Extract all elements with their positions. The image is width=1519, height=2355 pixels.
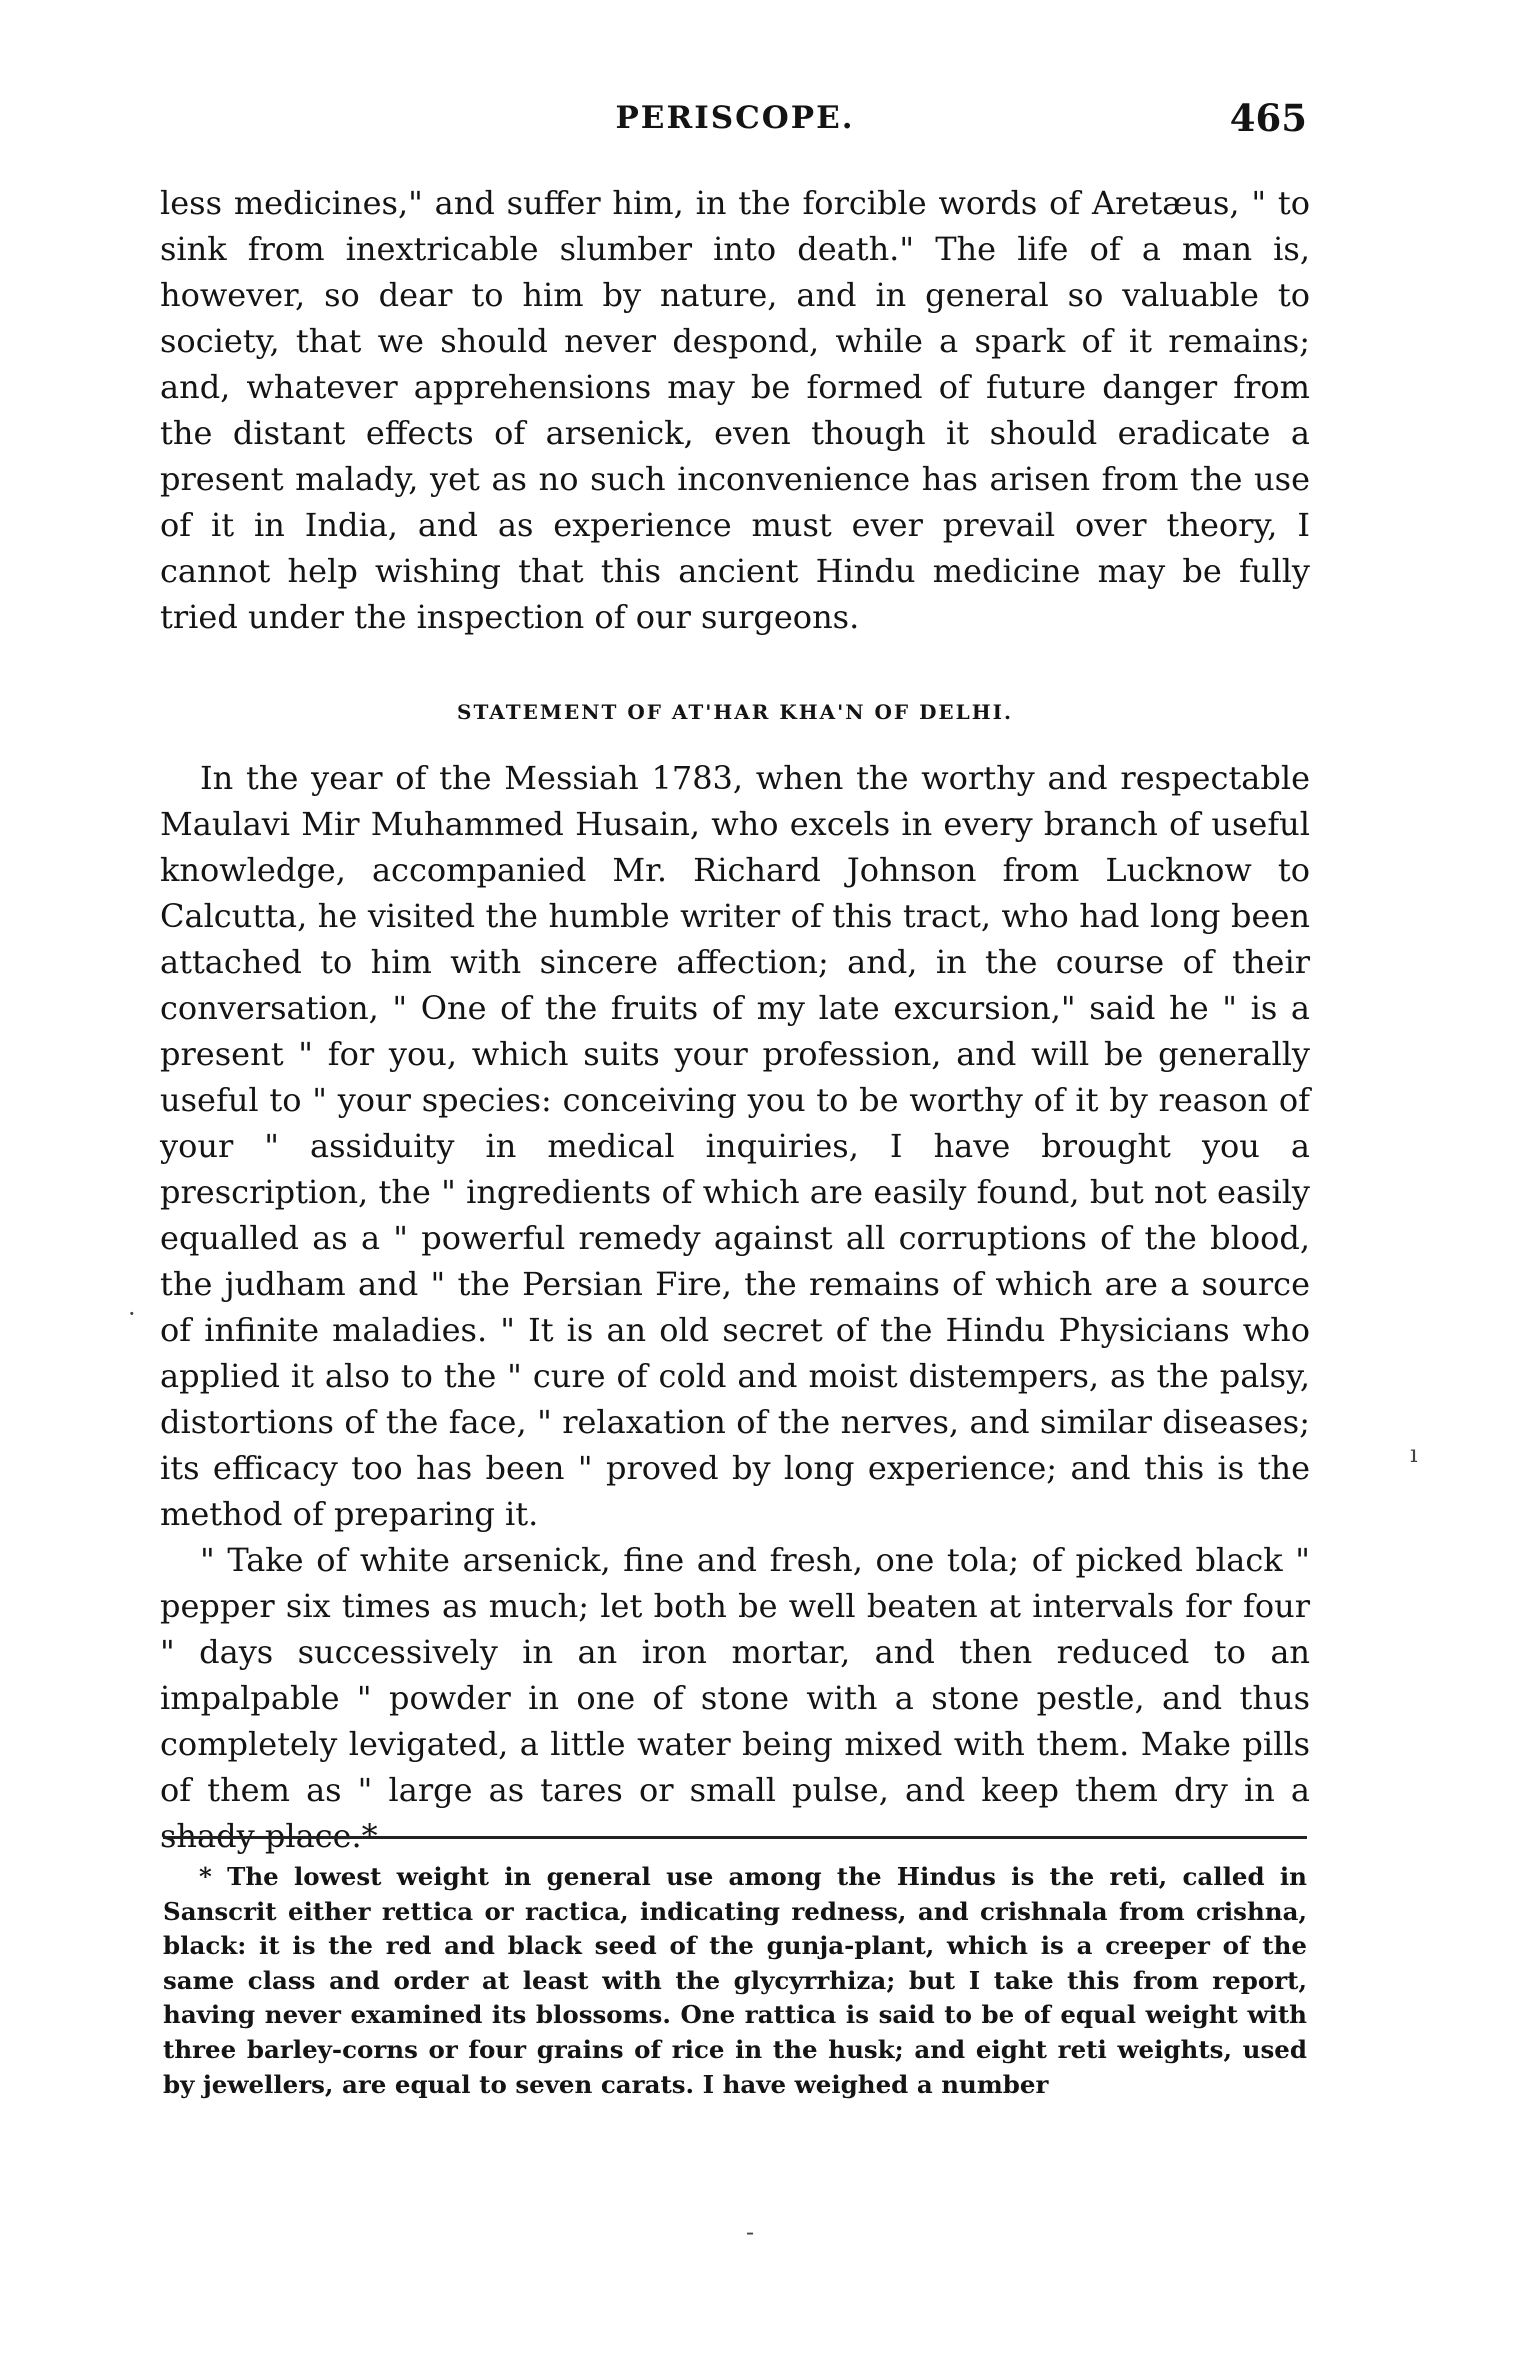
page-number: 465 bbox=[1229, 96, 1307, 140]
footnote: * The lowest weight in general use among the Hindus is the reti, called in Sanscrit either rettica or ractica, indicating redness, and crishnala from crishna, black: it is the red and black seed of the gunja-plant, which is a creeper of the same class and order at least with the glycyrrhiza; but I take this from report, having never examined its blossoms. One rattica is said to be of equal weight with three barley-corns or four grains of rice in the husk; and eight reti weights, used by jewellers, are equal to seven carats. I have weighed a number bbox=[163, 1862, 1307, 2099]
paragraph-2-text: In the year of the Messiah 1783, when the worthy and respectable Maulavi Mir Muhammed Husain, who excels in every branch of useful knowledge, accompanied Mr. Richard Johnson from Lucknow to Calcutta, he visited the humble writer of this tract, who had long been attached to him with sincere affection; and, in the course of their conversation, " One of the fruits of my late excursion," said he " is a present " for you, which suits your profession, and will be generally useful to " your species: conceiving you to be worthy of it by reason of your " assiduity in medical inquiries, I have brought you a prescription, the " ingredients of which are easily found, but not easily equalled as a " powerful remedy against all corruptions of the blood, the judham and " the Persian Fire, the remains of which are a source of infinite maladies. " It is an old secret of the Hindu Physicians who applied it also to the " cure of cold and moist distempers, as the palsy, distortions of the face, " relaxation of the nerves, and similar diseases; its efficacy too has been " proved by long experience; and this is the method of preparing it. bbox=[160, 759, 1310, 1533]
page-header bbox=[163, 96, 1307, 146]
section-title: STATEMENT OF AT'HAR KHA'N OF DELHI. bbox=[457, 700, 1013, 724]
footnote-rule bbox=[163, 1836, 1307, 1839]
paragraph-1-text: less medicines," and suffer him, in the forcible words of Aretæus, " to sink from inextricable slumber into death." The life of a man is, however, so dear to him by nature, and in general so valuable to society, that we should never despond, while a spark of it remains; and, whatever apprehensions may be formed of future danger from the distant effects of arsenick, even though it should eradicate a present malady, yet as no such inconvenience has arisen from the use of it in India, and as experience must ever prevail over theory, I cannot help wishing that this ancient Hindu medicine may be fully tried under the inspection of our surgeons. bbox=[160, 184, 1310, 636]
margin-dot-mark: · bbox=[128, 1300, 136, 1328]
statement-body bbox=[160, 755, 1310, 1859]
paragraph-1 bbox=[160, 180, 1310, 640]
bottom-stray-mark: - bbox=[746, 2218, 755, 2246]
margin-tick-mark: ı bbox=[1410, 1440, 1418, 1468]
paragraph-3-text: " Take of white arsenick, fine and fresh, one tola; of picked black " pepper six times as much; let both be well beaten at intervals for four " days successively in an iron mortar, and then reduced to an impalpable " powder in one of stone with a stone pestle, and thus completely levigated, a little water being mixed with them. Make pills of them as " large as tares or small pulse, and keep them dry in a shady place.* bbox=[160, 1541, 1310, 1855]
running-head: PERISCOPE. bbox=[615, 100, 855, 136]
